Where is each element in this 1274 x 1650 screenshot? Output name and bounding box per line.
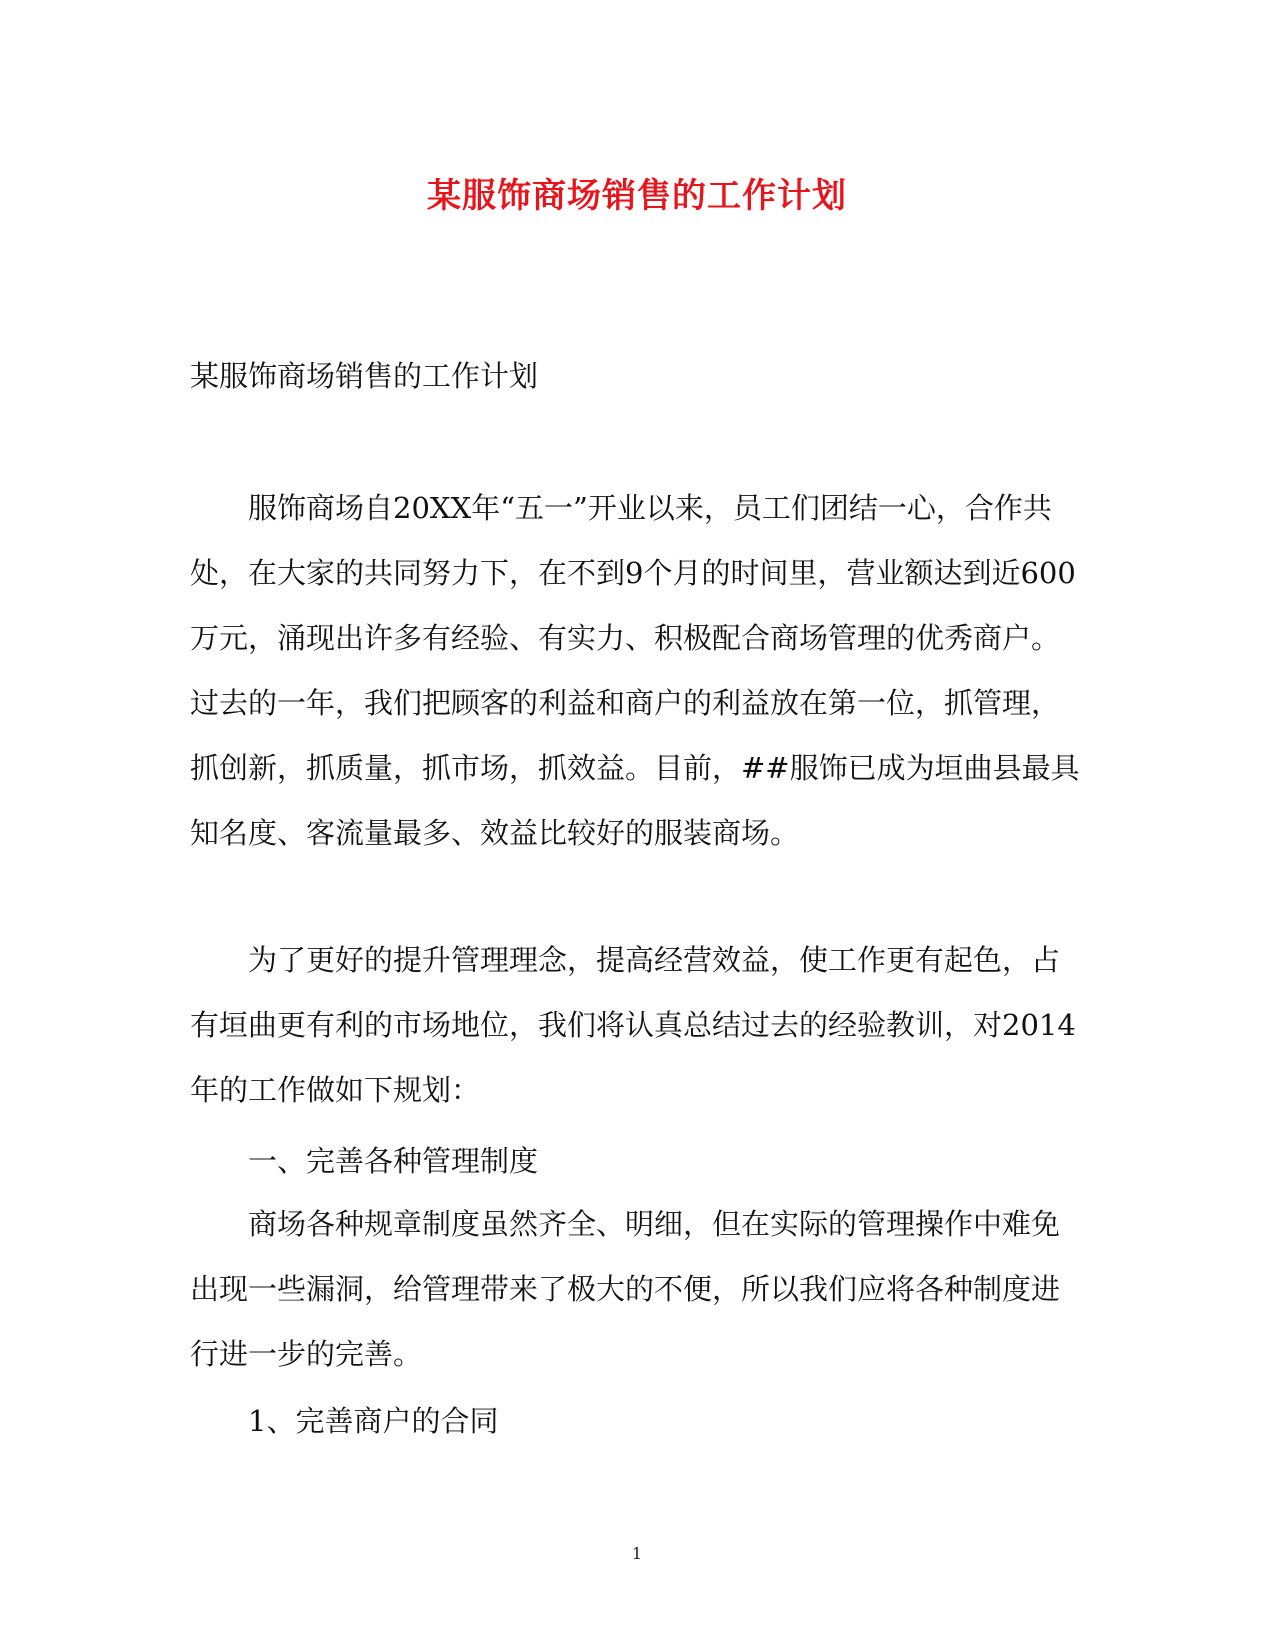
paragraph-line: 服饰商场自20XX年“五一”开业以来，员工们团结一心，合作共 [248,491,1052,525]
paragraph-intro [190,476,1090,866]
paragraph-line: 年的工作做如下规划： [190,1073,481,1107]
paragraph-line: 过去的一年，我们把顾客的利益和商户的利益放在第一位，抓管理， [190,686,1061,720]
document-subtitle: 某服饰商场销售的工作计划 [190,359,539,393]
paragraph-line: 为了更好的提升管理理念，提高经营效益，使工作更有起色，占 [248,943,1061,977]
heading-text: 一、完善各种管理制度 [248,1144,539,1178]
page-number: 1 [631,1544,643,1563]
paragraph-rules [190,1192,1090,1387]
paragraph-line: 商场各种规章制度虽然齐全、明细，但在实际的管理操作中难免 [248,1207,1061,1241]
paragraph-line: 有垣曲更有利的市场地位，我们将认真总结过去的经验教训，对2014 [190,1008,1076,1042]
paragraph-line: 行进一步的完善。 [190,1337,423,1371]
paragraph-line: 处，在大家的共同努力下，在不到9个月的时间里，营业额达到近600 [190,556,1076,590]
document-title: 某服饰商场销售的工作计划 [427,176,847,216]
paragraph-line: 抓创新，抓质量，抓市场，抓效益。目前，##服饰已成为垣曲县最具 [190,751,1080,785]
paragraph-plan [190,928,1090,1123]
paragraph-line: 万元，涌现出许多有经验、有实力、积极配合商场管理的优秀商户。 [190,621,1061,655]
section-heading [190,1129,1090,1194]
list-item-text: 1、完善商户的合同 [248,1404,499,1438]
paragraph-line: 出现一些漏洞，给管理带来了极大的不便，所以我们应将各种制度进 [190,1272,1061,1306]
paragraph-line: 知名度、客流量最多、效益比较好的服装商场。 [190,816,800,850]
list-item [190,1389,1090,1454]
